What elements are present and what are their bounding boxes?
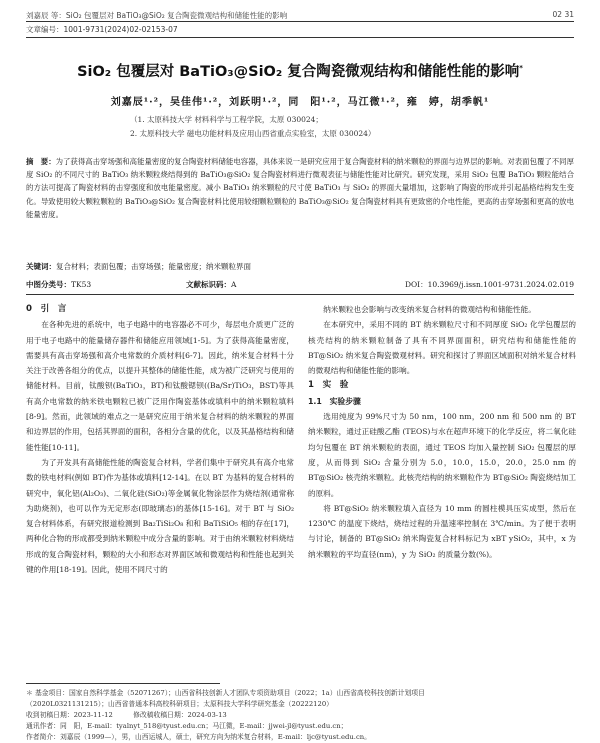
body-rule <box>26 294 574 295</box>
footnote-dates: 收到初稿日期：2023-11-12 修改稿收稿日期：2024-03-13 <box>26 711 227 719</box>
footnote-bio: 作者简介：刘嘉辰（1999—），男，山西运城人，硕士，研究方向为纳米复合材料，E-mail：ljc@tyust.edu.cn。 <box>26 733 371 741</box>
title-text: SiO₂ 包覆层对 BaTiO₃@SiO₂ 复合陶瓷微观结构和储能性能的影响 <box>77 64 520 80</box>
article-number: 文章编号：1001-9731(2024)02-02153-07 <box>26 25 178 34</box>
intro-heading: 0 引 言 <box>26 304 67 314</box>
footnote-rule <box>26 683 220 684</box>
affiliation-2: 2. 太原科技大学 磁电功能材料及应用山西省重点实验室，太原 030024） <box>130 129 376 138</box>
doc-code: A <box>231 280 237 289</box>
article-rule <box>26 37 574 38</box>
footnote-corresponding: 通讯作者：同 阳，E-mail：tyalnyt_518@tyust.edu.cn；马江微，E-mail：jjwei-jl@tyust.edu.cn； <box>26 722 348 730</box>
doi-link[interactable]: 10.3969/j.issn.1001-9731.2024.02.019 <box>427 280 574 289</box>
experiment-paragraph-2: 将 BT@SiO₂ 纳米颗粒填入直径为 10 mm 的圆柱模具压实成型，然后在 1230℃ 的温度下烧结，烧结过程的升温速率控制在 3℃/min。为了便于表明与讨论，制备的 BT@SiO₂ 纳米陶瓷复合材料标记为 xBT ySiO₂，其中，x 为纳米颗粒的平均直径(nm)，y 为 SiO₂ 的质量分数(%)。 <box>308 503 576 559</box>
clc-label: 中图分类号： <box>26 280 71 289</box>
title-footnote-mark: * <box>519 64 523 73</box>
page-title <box>26 60 574 81</box>
doi-label: DOI： <box>405 280 428 289</box>
intro-paragraph-1: 在各种先进的系统中，电子电路中的电容器必不可少，每层电介质更广泛的用于电子电路中的能量储存器件和储能应用领域[1-5]。为了获得高能量密度，需要具有高击穿场强和高介电常数的介质材料[6-7]。因此，纳米复合材料十分关注于改善各组分的优点，以提升其整体的储能性能，成为被广泛研究与使用的储能材料。目前，钛酸钡(BaTiO₃，BT)和钛酸锶钡((Ba/Sr)TiO₃，BST)等具有高介电常数的纳米铁电颗粒已被广泛用作陶瓷基体或填料中的纳米颗粒填料[8-9]。然而，此领域的难点之一是研究应用于纳米复合材料的纳米颗粒的界面和边界层的作用，包括其界面的面积，各相分含量的优化，以及其晶格结构和储能性能[10-11]。 <box>26 320 294 452</box>
keywords-text: 复合材料；表面包覆；击穿场强；能量密度；纳米颗粒界面 <box>56 262 251 271</box>
classification-line <box>26 279 574 290</box>
footnote-fund-2: （2020L0321131215）；山西省普通本科高校科研项目；太原科技大学科学研究基金（20222120） <box>26 700 333 708</box>
keywords-label: 关键词： <box>26 262 56 271</box>
running-header <box>26 10 574 21</box>
intro-paragraph-2: 为了开发具有高储能性能的陶瓷复合材料，学者们集中于研究具有高介电常数的铁电材料(例如 BT)作为基体或填料[12-14]。在以 BT 为基料的复合材料的研究中，氧化铝(Al₂O₃)、二氧化硅(SiO₂)等金属氧化物涂层作为烧结剂(通常称为助烧剂)，也可以作为无定形态(即玻璃态)的基体[15-16]。对于 BT 与 SiO₂ 复合材料体系，有研究报道检测到 Ba₂TiSi₂O₈ 和和 BaTiSiO₅ 相的存在[17]，两种化合物的形成都受到纳米颗粒中成分含量的影响。对于由纳米颗粒材料烧结形成的复合陶瓷材料，颗粒的大小和形态对界面区域和微观结构和性能也起到关键的作用[18-19]。因此，使用不同尺寸的 <box>26 457 294 575</box>
affiliation-1: （1. 太原科技大学 材料科学与工程学院，太原 030024； <box>130 115 323 124</box>
keywords <box>26 261 574 272</box>
footnote-fund-1: ＊ 基金项目：国家自然科学基金（52071267）；山西省科技创新人才团队专项资助项目（2022；1a）山西省高校科技创新计划项目 <box>26 689 425 697</box>
experiment-paragraph-1: 选用纯度为 99%尺寸为 50 nm，100 nm，200 nm 和 500 nm 的 BT 纳米颗粒，通过正硅酸乙酯 (TEOS)与水在超声环境下的化学反应，将二氧化硅均匀包覆在 BT 纳米颗粒的表面，通过 TEOS 均加入量控制 SiO₂ 包覆层的厚度，从而得到 SiO₂ 含量分别为 5.0，10.0，15.0，20.0，25.0 nm 的 BT@SiO₂ 核壳纳米颗粒。此核壳结构的纳米颗粒作为 BT@SiO₂ 陶瓷烧结加工的原料。 <box>308 412 576 498</box>
right-column <box>308 302 576 674</box>
running-header-authors: 刘嘉辰 等：SiO₂ 包覆层对 BaTiO₃@SiO₂ 复合陶瓷微观结构和储能性能的影响 <box>26 11 288 20</box>
intro-paragraph-3: 纳米颗粒也会影响与改变纳米复合材料的微观结构和储能性能。 <box>323 305 536 314</box>
doc-code-label: 文献标识码： <box>186 280 231 289</box>
header-rule <box>26 21 574 22</box>
clc-code: TK53 <box>71 280 92 289</box>
abstract-text: 为了获得高击穿场强和高能量密度的复合陶瓷材料储能电容器，具体来说一是研究应用于复合陶瓷材料的纳米颗粒的界面与边界层的影响。对表面包覆了不同厚度 SiO₂ 的不同尺寸的 BaTiO₃ 纳米颗粒烧结得到的 BaTiO₃@SiO₂ 复合陶瓷材料进行微观表征与储能性能对比研究。研究发现，采用 SiO₂ 包覆 BaTiO₃ 颗粒能结合的方法可提高了陶瓷材料的击穿强度和放电能量密度。减小 BaTiO₃ 纳米颗粒的尺寸使 BaTiO₃ 与 SiO₂ 的界面大量增加，这影响了陶瓷的形成并引起晶格结构发生变化。导致使用较大颗粒颗粒的 BaTiO₃@SiO₂ 复合陶瓷材料比使用较细颗粒颗粒的 BaTiO₃@SiO₂ 复合陶瓷材料具有更致密的介电性能，更高的击穿场强和更高的放电能量密度。 <box>26 157 574 219</box>
page-number: 02 31 <box>552 10 574 19</box>
experiment-subheading: 1.1 实验步骤 <box>308 396 361 406</box>
left-column <box>26 302 294 674</box>
intro-paragraph-4: 在本研究中，采用不同的 BT 纳米颗粒尺寸和不同厚度 SiO₂ 化学包覆层的核壳结构的纳米颗粒制备了具有不同界面面积，研究结构和储能性能的 BT@SiO₂ 纳米复合陶瓷微观材料。研究和探讨了界面区域面积对纳米复合材料的微观结构和储能性能的影响。 <box>308 320 576 376</box>
experiment-heading: 1 实 验 <box>308 380 349 391</box>
footnotes <box>26 688 574 743</box>
author-list: 刘嘉辰¹·²，吴佳伟¹·²，刘跃明¹·²，同 阳¹·²，马江微¹·²，雍 婷，胡季帆¹ <box>110 97 490 108</box>
abstract-label: 摘 要： <box>26 157 56 166</box>
abstract <box>26 155 574 221</box>
